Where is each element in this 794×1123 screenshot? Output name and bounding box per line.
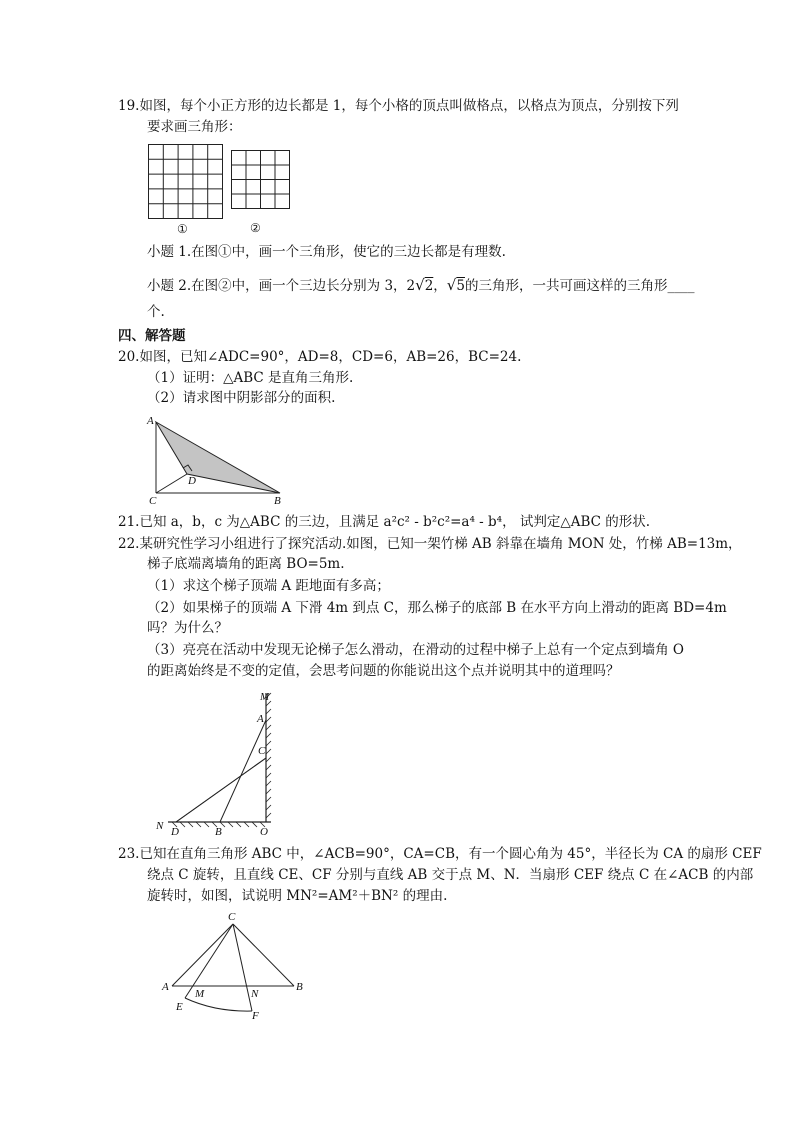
label-B: B bbox=[274, 495, 281, 507]
label-B: B bbox=[296, 981, 303, 993]
label-C: C bbox=[149, 495, 157, 507]
label-A: A bbox=[257, 713, 264, 725]
q22-part3-line1: （3）亮亮在活动中发现无论梯子怎么滑动，在滑动的过程中梯子上总有一个定点到墙角 O bbox=[147, 642, 684, 658]
q19-sub2 bbox=[147, 276, 694, 295]
q23-sector-figure bbox=[155, 910, 315, 1022]
q19-stem-line1: 19.如图，每个小正方形的边长都是 1，每个小格的顶点叫做格点，以格点为顶点，分别按下列 bbox=[118, 98, 679, 114]
q19-sub2-text-b: ， bbox=[433, 278, 447, 294]
q21-text: 21.已知 a，b，c 为△ABC 的三边，且满足 a²c² - b²c²=a⁴ - b⁴， 试判定△ABC 的形状. bbox=[118, 514, 651, 530]
label-M: M bbox=[260, 691, 270, 703]
q22-part1: （1）求这个梯子顶端 A 距地面有多高； bbox=[147, 578, 390, 594]
section-heading: 四、解答题 bbox=[118, 328, 186, 344]
label-B: B bbox=[215, 826, 222, 838]
label-A: A bbox=[147, 415, 154, 427]
q20-part1: （1）证明：△ABC 是直角三角形. bbox=[147, 370, 354, 386]
q22-ladder-figure bbox=[150, 688, 285, 838]
sqrt-symbol: √ bbox=[415, 276, 425, 294]
label-M: M bbox=[195, 988, 205, 1000]
label-D: D bbox=[188, 475, 196, 487]
q22-line2: 梯子底端离墙角的距离 BO=5m. bbox=[147, 556, 345, 572]
label-C: C bbox=[228, 911, 236, 923]
q23-line2: 绕点 C 旋转，且直线 CE、CF 分别与直线 AB 交于点 M、N．当扇形 CEF 绕点 C 在∠ACB 的内部 bbox=[147, 867, 754, 883]
q19-figure-2-label: ② bbox=[250, 221, 261, 235]
q19-sub2-text-a: 小题 2.在图②中，画一个三边长分别为 3，2 bbox=[147, 278, 416, 294]
label-D: D bbox=[171, 826, 179, 838]
q19-grid-figure-2 bbox=[231, 150, 291, 210]
label-F: F bbox=[252, 1010, 259, 1022]
q19-sub2-radicand-2: 5 bbox=[456, 278, 465, 294]
q19-grid-figure-1 bbox=[148, 144, 224, 220]
label-N: N bbox=[156, 820, 164, 832]
q19-sub2-text-c: 的三角形，一共可画这样的三角形____ bbox=[464, 278, 695, 294]
q19-sub2-radicand-1: 2 bbox=[424, 278, 434, 294]
q20-stem: 20.如图，已知∠ADC=90°，AD=8，CD=6，AB=26，BC=24. bbox=[118, 349, 522, 365]
q22-part2-line2: 吗？为什么？ bbox=[147, 620, 228, 636]
q19-sub1: 小题 1.在图①中，画一个三角形，使它的三边长都是有理数. bbox=[147, 244, 506, 260]
label-C: C bbox=[258, 745, 266, 757]
q19-figure-1-label: ① bbox=[177, 222, 188, 236]
label-A: A bbox=[162, 981, 169, 993]
q23-line1: 23.已知在直角三角形 ABC 中，∠ACB=90°，CA=CB，有一个圆心角为 45°，半径长为 CA 的扇形 CEF bbox=[118, 846, 762, 862]
q20-part2: （2）请求图中阴影部分的面积. bbox=[147, 390, 336, 406]
q22-line1: 22.某研究性学习小组进行了探究活动.如图，已知一架竹梯 AB 斜靠在墙角 MON 处，竹梯 AB=13m， bbox=[118, 536, 742, 552]
q19-sub2-end: 个. bbox=[147, 304, 165, 320]
label-N: N bbox=[251, 988, 259, 1000]
q20-figure bbox=[140, 412, 290, 507]
sqrt-symbol: √ bbox=[446, 276, 457, 294]
q22-part3-line2: 的距离始终是不变的定值，会思考问题的你能说出这个点并说明其中的道理吗？ bbox=[147, 663, 620, 679]
label-E: E bbox=[176, 1001, 183, 1013]
q23-line3: 旋转时，如图，试说明 MN²=AM²＋BN² 的理由. bbox=[147, 888, 448, 904]
label-O: O bbox=[260, 826, 268, 838]
q22-part2-line1: （2）如果梯子的顶端 A 下滑 4m 到点 C，那么梯子的底部 B 在水平方向上滑动的距离 BD=4m bbox=[147, 600, 727, 616]
q19-stem-line2: 要求画三角形： bbox=[147, 119, 242, 135]
